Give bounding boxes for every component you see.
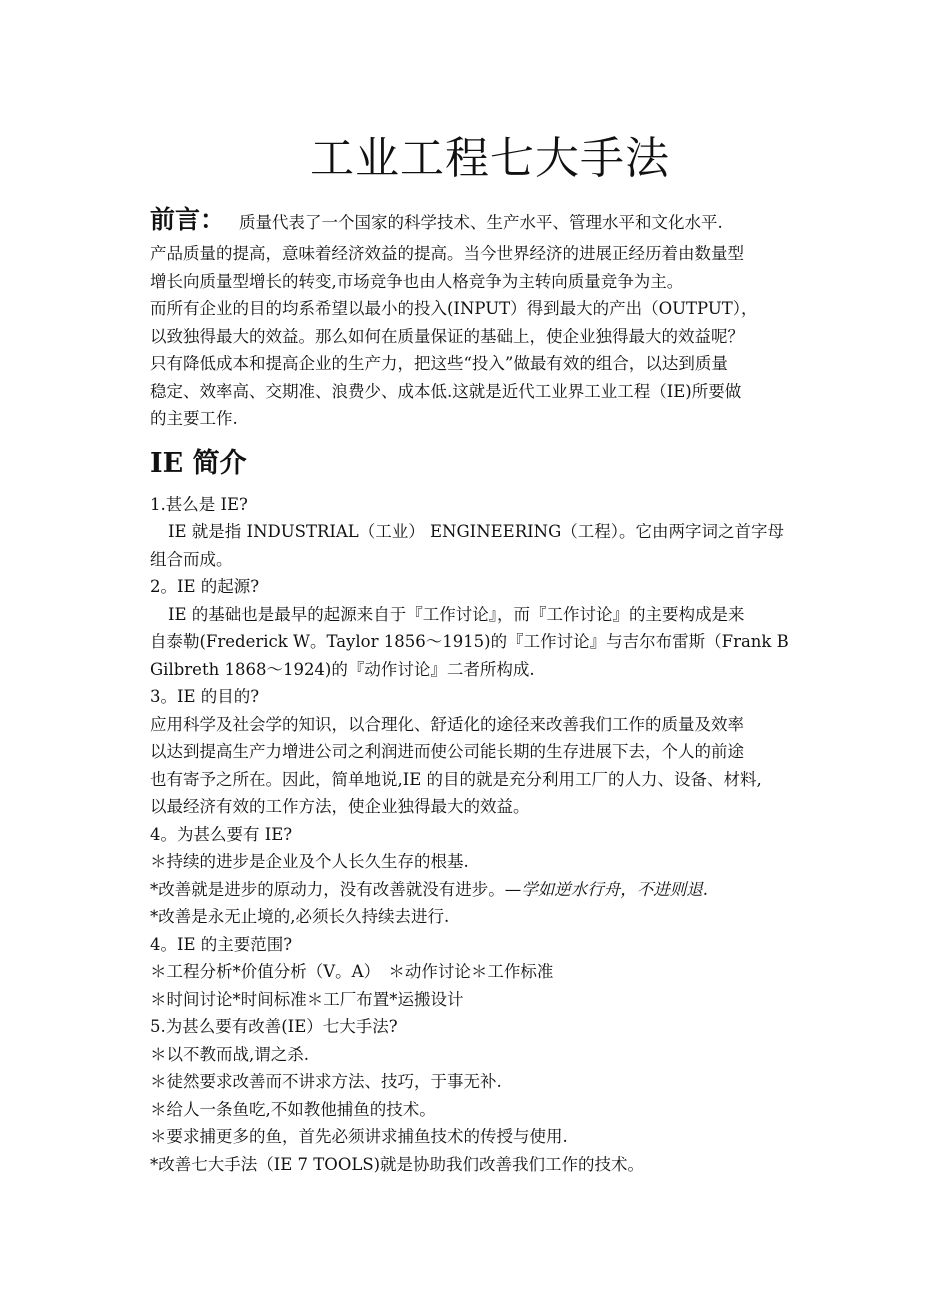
- question: 5.为甚么要有改善(IE）七大手法?: [150, 1017, 398, 1036]
- answer-line: 自泰勒(Frederick W。Taylor 1856～1915)的『工作讨论』与吉尔布雷斯（Frank B: [150, 632, 789, 651]
- answer-line: Gilbreth 1868～1924)的『动作讨论』二者所构成.: [150, 659, 535, 679]
- question: 4。IE 的主要范围?: [150, 934, 293, 954]
- document-title: 工业工程七大手法: [310, 133, 670, 184]
- answer-line: ＊时间讨论*时间标准＊工厂布置*运搬设计: [150, 989, 464, 1009]
- question: 2。IE 的起源?: [150, 577, 260, 596]
- answer-line: IE 的基础也是最早的起源来自于『工作讨论』，而『工作讨论』的主要构成是来: [168, 604, 745, 624]
- answer-text: *改善就是进步的原动力，没有改善就没有进步。—: [150, 879, 522, 899]
- foreword-text: 质量代表了一个国家的科学技术、生产水平、管理水平和文化水平.: [239, 213, 723, 232]
- question: 1.甚么是 IE?: [150, 494, 248, 514]
- answer-line: ＊要求捕更多的鱼，首先必须讲求捕鱼技术的传授与使用.: [150, 1127, 568, 1146]
- answer-line: 以最经济有效的工作方法，使企业独得最大的效益。: [150, 797, 530, 816]
- intro-line: 的主要工作.: [150, 409, 238, 428]
- answer-line: ＊给人一条鱼吃,不如教他捕鱼的技术。: [150, 1099, 436, 1119]
- answer-line: 组合而成。: [150, 549, 233, 569]
- question: 3。IE 的目的?: [150, 687, 260, 706]
- intro-line: 只有降低成本和提高企业的生产力，把这些“投入”做最有效的组合，以达到质量: [150, 354, 728, 373]
- qa-what-is-ie: [150, 491, 830, 574]
- question: 4。为甚么要有 IE?: [150, 824, 293, 844]
- qa-purpose: [150, 683, 830, 821]
- answer-line: *改善是永无止境的,必须长久持续去进行.: [150, 907, 450, 926]
- section-heading: IE 简介: [150, 447, 247, 479]
- intro-line: 增长向质量型增长的转变,市场竞争也由人格竞争为主转向质量竞争为主。: [150, 271, 684, 291]
- answer-line: IE 就是指 INDUSTRIAL（工业） ENGINEERING（工程）。它由两字词之首字母: [168, 522, 785, 541]
- answer-line: *改善七大手法（IE 7 TOOLS)就是协助我们改善我们工作的技术。: [150, 1154, 645, 1174]
- intro-paragraph: [150, 240, 830, 433]
- qa-why-ie: [150, 821, 830, 931]
- foreword-label: 前言：: [150, 205, 226, 234]
- answer-line: ＊工程分析*价值分析（V。A） ＊动作讨论＊工作标准: [150, 962, 554, 981]
- answer-line: 以达到提高生产力增进公司之利润进而使公司能长期的生存进展下去，个人的前途: [150, 742, 744, 761]
- qa-seven-tools: [150, 1013, 830, 1178]
- answer-line: [150, 876, 830, 904]
- proverb-text: 学如逆水行舟，不进则退.: [521, 879, 708, 899]
- intro-line: 以致独得最大的效益。那么如何在质量保证的基础上，使企业独得最大的效益呢？: [150, 326, 744, 346]
- foreword: [150, 200, 830, 240]
- qa-origin: [150, 573, 830, 683]
- intro-line: 而所有企业的目的均系希望以最小的投入(INPUT）得到最大的产出（OUTPUT），: [150, 299, 758, 318]
- answer-line: 应用科学及社会学的知识，以合理化、舒适化的途径来改善我们工作的质量及效率: [150, 714, 744, 734]
- intro-line: 稳定、效率高、交期准、浪费少、成本低.这就是近代工业界工业工程（IE)所要做: [150, 381, 742, 401]
- qa-scope: [150, 931, 830, 1014]
- answer-line: ＊以不教而战,谓之杀.: [150, 1044, 309, 1064]
- intro-line: 产品质量的提高，意味着经济效益的提高。当今世界经济的进展正经历着由数量型: [150, 244, 744, 263]
- answer-line: ＊持续的进步是企业及个人长久生存的根基.: [150, 852, 469, 871]
- answer-line: 也有寄予之所在。因此，简单地说,IE 的目的就是充分利用工厂的人力、设备、材料,: [150, 769, 762, 789]
- answer-line: ＊徒然要求改善而不讲求方法、技巧，于事无补.: [150, 1072, 502, 1091]
